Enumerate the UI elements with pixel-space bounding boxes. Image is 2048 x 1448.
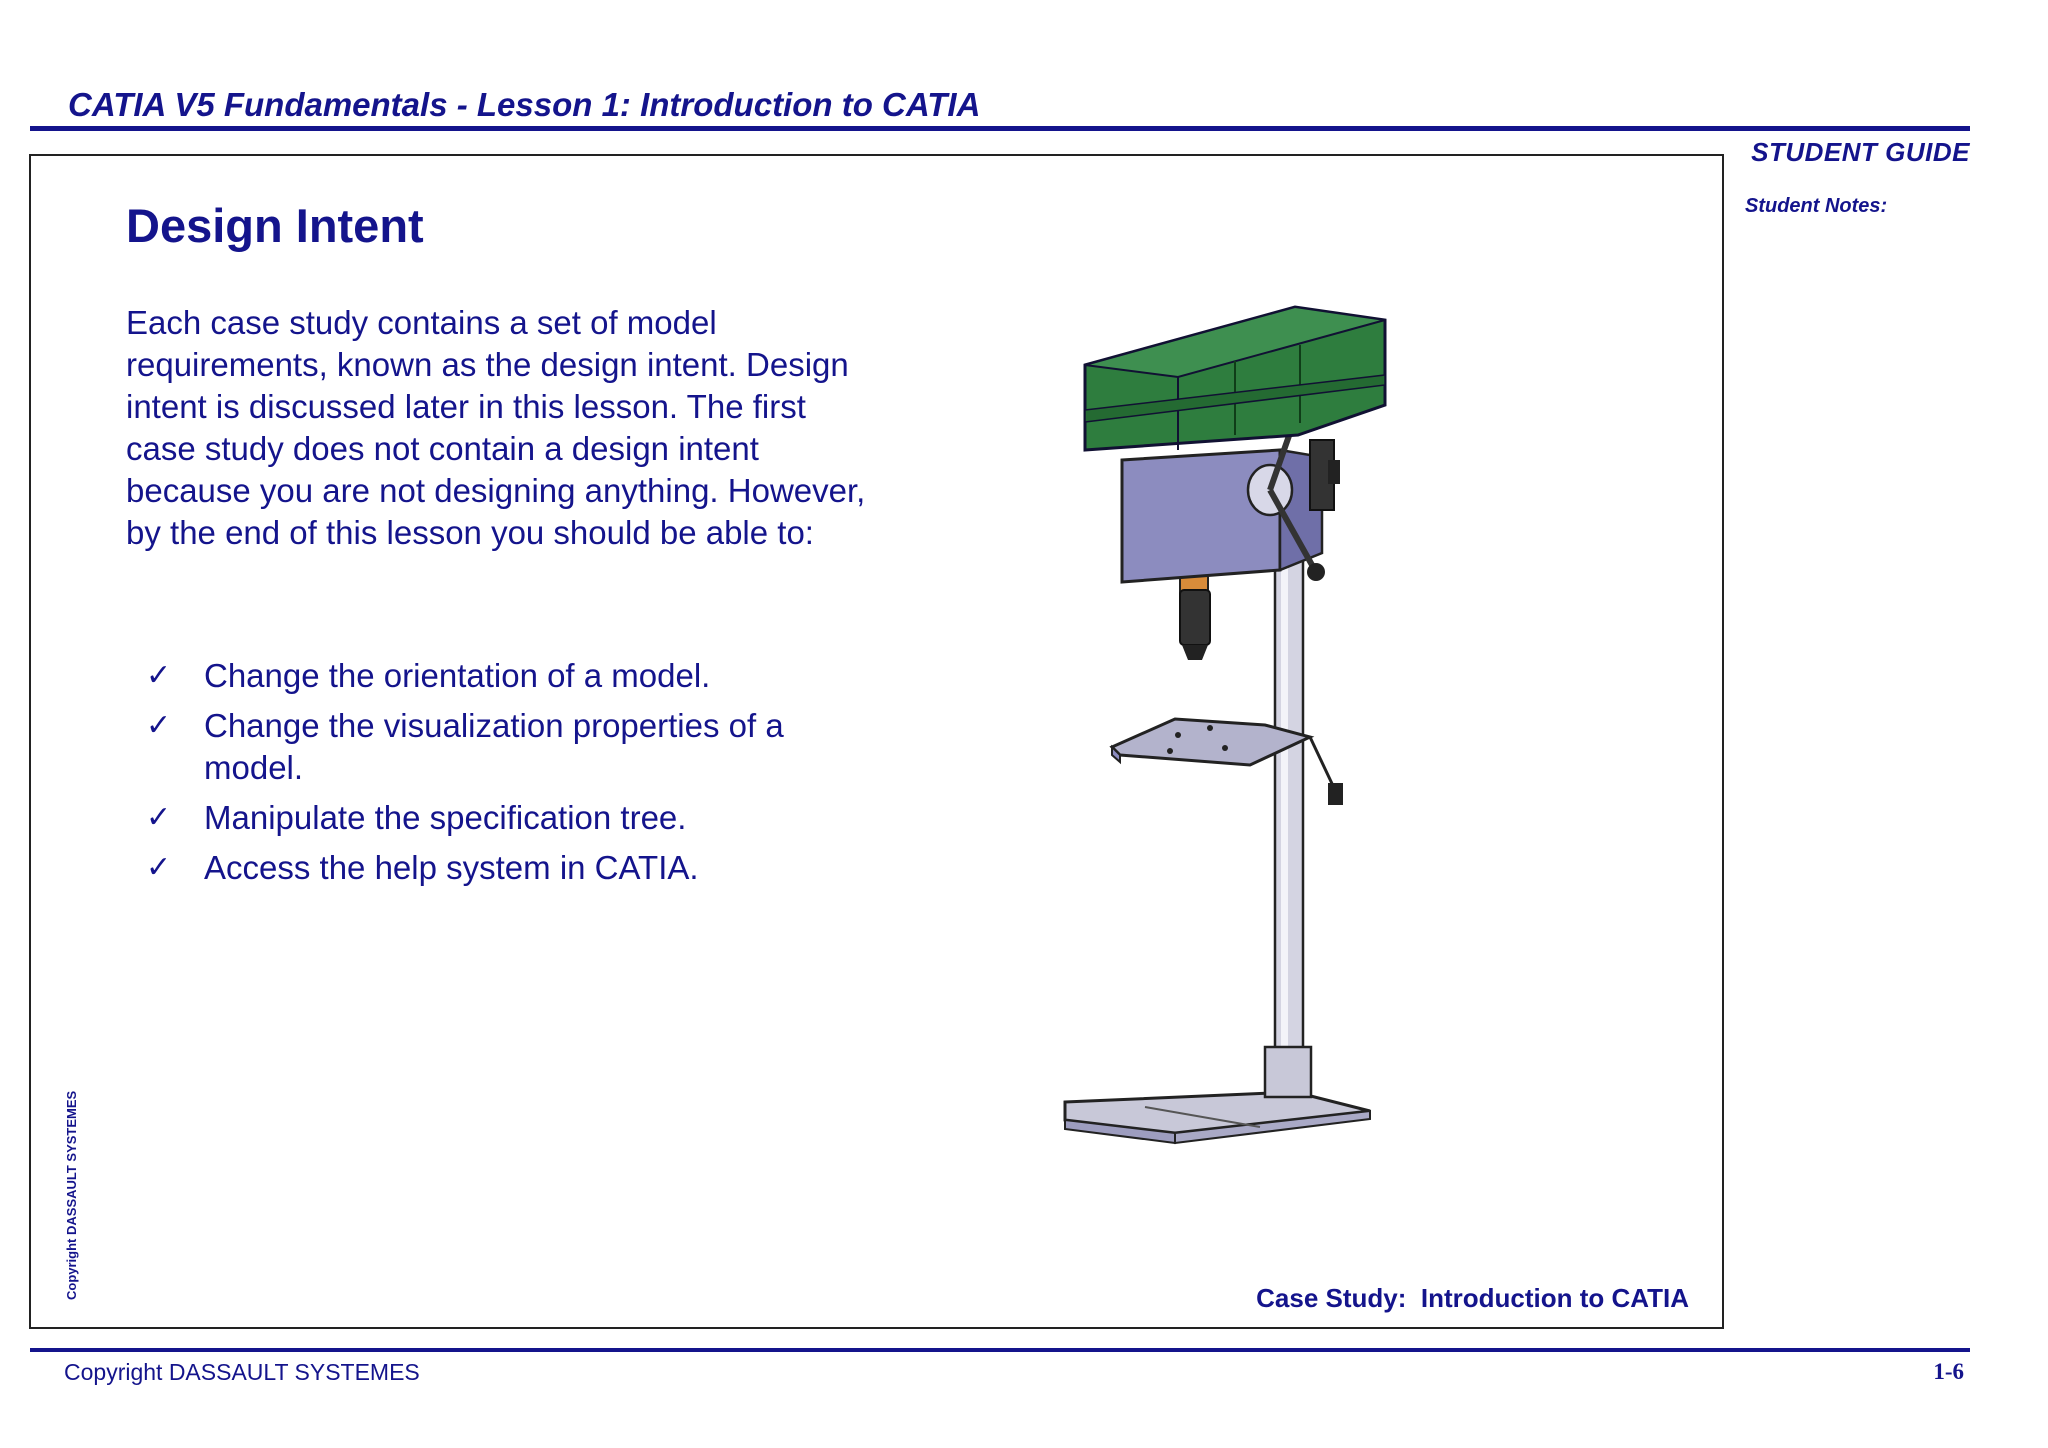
list-item [146,705,846,789]
list-item-text: Manipulate the specification tree. [204,799,687,836]
student-notes-label: Student Notes: [1745,195,1888,217]
document-header-title: CATIA V5 Fundamentals - Lesson 1: Introduction to CATIA [68,86,981,123]
drill-column [1275,555,1303,1075]
objectives-list [146,655,846,897]
list-item [146,847,846,889]
list-item [146,655,846,697]
list-item [146,797,846,839]
list-item-text: Change the orientation of a model. [204,657,711,694]
footer-rule [30,1348,1970,1352]
case-study-label: Case Study: Introduction to CATIA [1256,1283,1689,1313]
checkmark-icon: ✓ [146,658,172,693]
slide-title: Design Intent [126,199,424,252]
header-rule [30,126,1970,131]
checkmark-icon: ✓ [146,800,172,835]
checkmark-icon: ✓ [146,850,172,885]
drill-chuck [1180,590,1210,645]
student-guide-label: STUDENT GUIDE [1751,137,1970,167]
footer-copyright: Copyright DASSAULT SYSTEMES [64,1359,420,1385]
list-item-text: Change the visualization properties of a model. [204,707,784,786]
page-number: 1-6 [1933,1359,1964,1384]
drill-press-image [1060,285,1390,1145]
list-item-text: Access the help system in CATIA. [204,849,699,886]
intro-paragraph: Each case study contains a set of model requirements, known as the design intent. Design intent is discussed later in this lesson. The first case study does not contain a design intent because you are not designing anything. However, by the end of this lesson you should be able to: [126,304,866,551]
checkmark-icon: ✓ [146,708,172,743]
vertical-copyright: Copyright DASSAULT SYSTEMES [64,1090,79,1300]
